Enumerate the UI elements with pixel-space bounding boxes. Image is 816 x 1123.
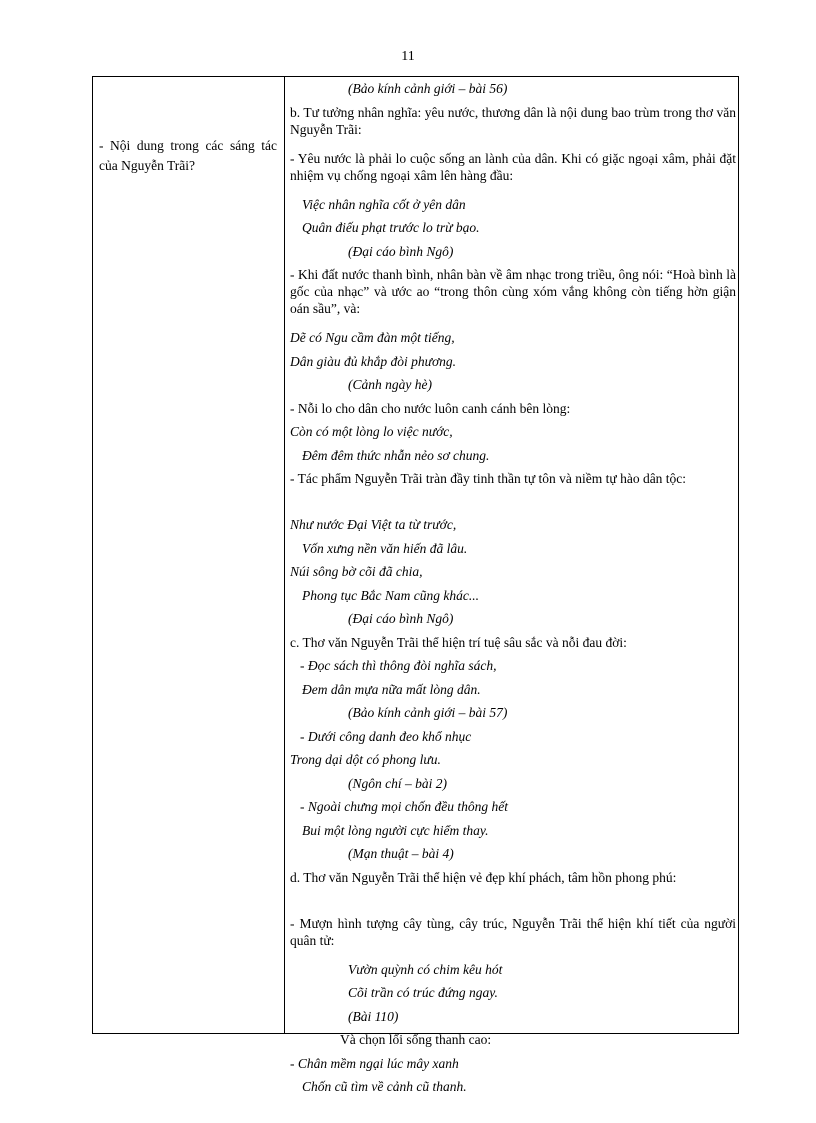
text-paragraph: - Tác phẩm Nguyễn Trãi tràn đầy tinh thần tự tôn và niềm tự hào dân tộc: — [290, 471, 687, 486]
verse-line: Vườn quỳnh có chim kêu hót — [348, 961, 503, 977]
verse-line: Bui một lòng người cực hiểm thay. — [302, 822, 489, 838]
content-table — [92, 76, 739, 1094]
verse-line: (Bài 110) — [348, 1008, 399, 1024]
verse-line: (Đại cáo bình Ngô) — [348, 243, 454, 259]
verse-line: Còn có một lòng lo việc nước, — [290, 424, 453, 439]
verse-line: - Đọc sách thì thông đòi nghĩa sách, — [300, 658, 497, 673]
verse-line: (Cảnh ngày hè) — [348, 377, 432, 392]
verse-line: - Dưới công danh đeo khổ nhục — [300, 728, 472, 744]
question-cell: - Nội dung trong các sáng tác của Nguyễn Trãi? — [99, 138, 277, 173]
verse-line: Quân điếu phạt trước lo trừ bạo. — [302, 220, 480, 235]
verse-line: Núi sông bờ cõi đã chia, — [290, 564, 423, 579]
verse-line: Việc nhân nghĩa cốt ở yên dân — [302, 196, 466, 212]
verse-line: Đêm đêm thức nhẫn nẻo sơ chung. — [302, 447, 490, 463]
text-line: c. Thơ văn Nguyễn Trãi thể hiện trí tuệ sâu sắc và nỗi đau đời: — [290, 634, 627, 650]
verse-line: (Mạn thuật – bài 4) — [348, 846, 454, 861]
text-paragraph: - Yêu nước là phải lo cuộc sống an lành của dân. Khi có giặc ngoại xâm, phải đặt nhiệm vụ chống ngoại xâm lên hàng đầu: — [290, 150, 736, 183]
verse-line: Đem dân mựa nữa mất lòng dân. — [302, 681, 481, 697]
verse-line: Dẽ có Ngu cầm đàn một tiếng, — [290, 330, 455, 345]
text-line: - Nỗi lo cho dân cho nước luôn canh cánh bên lòng: — [290, 400, 571, 416]
verse-line: (Ngôn chí – bài 2) — [348, 775, 447, 791]
verse-line: Dân giàu đủ khắp đòi phương. — [290, 353, 457, 369]
verse-line: (Bảo kính cảnh giới – bài 57) — [348, 705, 508, 720]
text-paragraph: d. Thơ văn Nguyễn Trãi thể hiện vẻ đẹp khí phách, tâm hồn phong phú: — [290, 869, 677, 885]
text-line: Và chọn lối sống thanh cao: — [340, 1032, 492, 1047]
verse-line: (Bảo kính cảnh giới – bài 56) — [348, 81, 508, 96]
verse-line: - Chân mềm ngại lúc mây xanh — [290, 1055, 459, 1071]
verse-line: Vốn xưng nền văn hiến đã lâu. — [302, 540, 468, 556]
page-number: 11 — [401, 49, 415, 64]
verse-line: (Đại cáo bình Ngô) — [348, 611, 454, 626]
text-paragraph: - Mượn hình tượng cây tùng, cây trúc, Nguyễn Trãi thể hiện khí tiết của người quân tử: — [290, 915, 736, 948]
verse-line: Phong tục Bắc Nam cũng khác... — [302, 587, 479, 603]
column-divider — [284, 77, 285, 1033]
verse-line: Cõi trần có trúc đứng ngay. — [348, 985, 498, 1000]
verse-line: - Ngoài chưng mọi chốn đều thông hết — [300, 799, 508, 814]
verse-line: Chốn cũ tìm về cảnh cũ thanh. — [302, 1079, 467, 1094]
verse-line: Trong dại dột có phong lưu. — [290, 752, 441, 767]
text-paragraph: b. Tư tưởng nhân nghĩa: yêu nước, thương dân là nội dung bao trùm trong thơ văn Nguyễn Trãi: — [290, 104, 736, 137]
text-paragraph: - Khi đất nước thanh bình, nhân bàn về âm nhạc trong triều, ông nói: “Hoà bình là gốc của nhạc” và ước ao “trong thôn cùng xóm vắng không còn tiếng hờn giận oán sầu”, và: — [290, 267, 736, 316]
answer-cell — [290, 77, 736, 1099]
verse-line: Như nước Đại Việt ta từ trước, — [290, 517, 457, 532]
